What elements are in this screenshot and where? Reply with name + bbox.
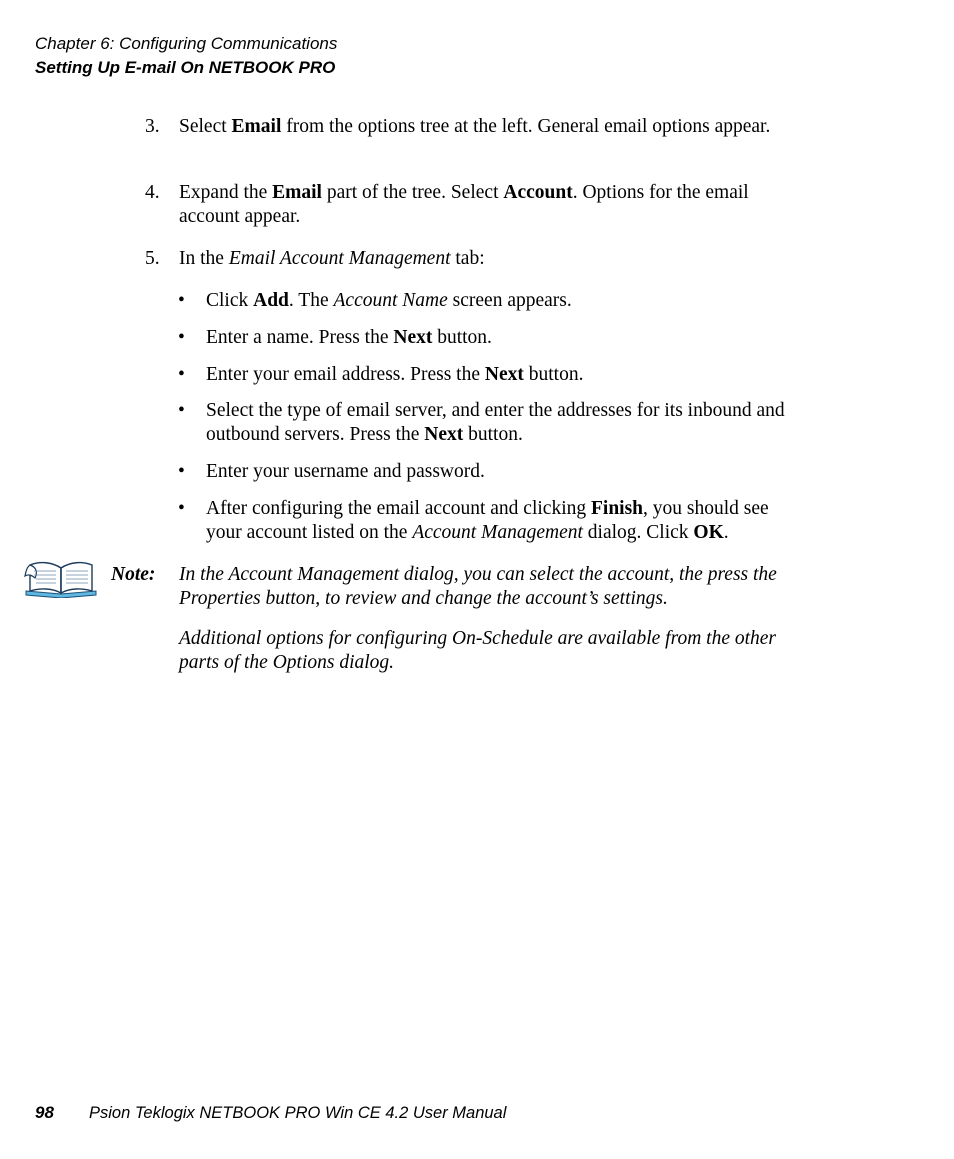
running-header-section: Setting Up E-mail On NETBOOK PRO	[35, 58, 336, 77]
text-run: button.	[523, 364, 584, 385]
step-number: 5.	[145, 248, 160, 269]
italic-term: Account Management	[412, 522, 583, 543]
bullet-symbol: •	[178, 461, 185, 482]
text-run: . The	[288, 290, 334, 311]
step-number: 4.	[145, 182, 160, 203]
bold-term: Account	[503, 182, 573, 203]
note-label: Note:	[111, 564, 156, 585]
bullet-symbol: •	[178, 364, 185, 385]
text-run: Enter a name. Press the	[206, 327, 394, 348]
bullet-text	[206, 497, 796, 545]
text-run: , you should see your account listed on the	[206, 498, 769, 543]
text-run: from the options tree at the left. General email options appear.	[281, 116, 771, 137]
text-run: screen appears.	[447, 290, 572, 311]
text-run: Enter your email address. Press the	[206, 364, 485, 385]
text-run: tab:	[450, 248, 485, 269]
text-run: Expand the	[179, 182, 273, 203]
text-run: Enter your username and password.	[206, 461, 485, 482]
bullet-text	[206, 363, 796, 387]
bullet-symbol: •	[178, 290, 185, 311]
text-run: Select the type of email server, and enter the addresses for its inbound and outbound servers. Press the	[206, 400, 785, 445]
bullet-text	[206, 289, 796, 313]
step-text	[179, 247, 779, 271]
bold-term: Email	[231, 116, 282, 137]
bold-term: Add	[253, 290, 289, 311]
footer-title: Psion Teklogix NETBOOK PRO Win CE 4.2 User Manual	[89, 1104, 507, 1122]
bullet-symbol: •	[178, 327, 185, 348]
bold-term: Email	[272, 182, 322, 203]
open-book-icon	[22, 560, 100, 598]
text-run: button.	[432, 327, 492, 348]
text-run: Click	[206, 290, 254, 311]
step-text	[179, 115, 779, 139]
bold-term: Next	[393, 327, 433, 348]
text-run: dialog. Click	[582, 522, 694, 543]
text-run: button.	[463, 424, 523, 445]
step-number: 3.	[145, 116, 160, 137]
text-run: In the	[179, 248, 229, 269]
bold-term: Next	[424, 424, 464, 445]
text-run: part of the tree. Select	[321, 182, 504, 203]
text-run: After configuring the email account and clicking	[206, 498, 591, 519]
bullet-text	[206, 399, 796, 447]
page-number: 98	[35, 1103, 54, 1122]
bold-term: Next	[484, 364, 524, 385]
bold-term: Finish	[590, 498, 644, 519]
note-paragraph: Additional options for configuring On-Schedule are available from the other parts of the Options dialog.	[179, 628, 777, 673]
text-run: Select	[179, 116, 232, 137]
bullet-symbol: •	[178, 498, 185, 519]
bullet-text	[206, 460, 796, 484]
step-text	[179, 181, 779, 229]
note-paragraph: In the Account Management dialog, you can select the account, the press the Properties button, to review and change the account’s settings.	[179, 564, 777, 609]
bullet-symbol: •	[178, 400, 185, 421]
text-run: . Options for the email account appear.	[179, 182, 749, 227]
bullet-text	[206, 326, 796, 350]
bold-term: OK	[693, 522, 724, 543]
italic-term: Account Name	[333, 290, 448, 311]
running-header-chapter: Chapter 6: Configuring Communications	[35, 34, 338, 53]
text-run: .	[723, 522, 729, 543]
italic-term: Email Account Management	[228, 248, 451, 269]
